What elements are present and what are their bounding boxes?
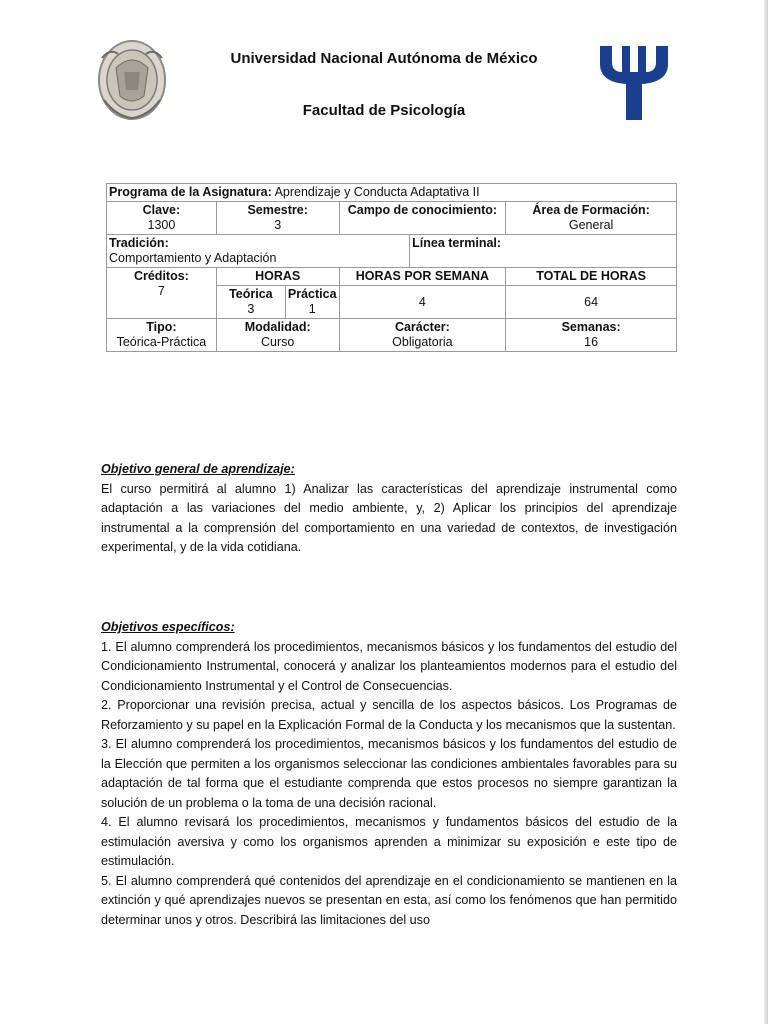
objetivo-general-heading: Objetivo general de aprendizaje:	[101, 462, 295, 476]
objetivo-general-section	[101, 460, 677, 558]
semanas-label: Semanas:	[561, 320, 621, 334]
tipo-label: Tipo:	[146, 320, 177, 334]
objetivo-item-2: 2. Proporcionar una revisión precisa, actual y sencilla de los aspectos básicos. Los Programas de Reforzamiento y su papel en la Explicación Formal de la Conducta y los mecanismos que la sustentan.	[101, 698, 677, 732]
campo-label: Campo de conocimiento:	[347, 203, 498, 217]
total-horas-value: 64	[506, 286, 677, 319]
practica-value: 1	[308, 302, 316, 316]
horas-semana-value: 4	[339, 286, 506, 319]
creditos-value: 7	[157, 284, 165, 298]
tradicion-value: Comportamiento y Adaptación	[109, 251, 277, 265]
objetivo-item-1: 1. El alumno comprenderá los procedimientos, mecanismos básicos y los fundamentos del estudio del Condicionamiento Instrumental, conocerá y analizar los planteamientos modernos para el estudio del Condicionamiento Instrumental y el Control de Consecuencias.	[101, 639, 677, 693]
program-table	[106, 183, 677, 352]
modalidad-value: Curso	[261, 335, 295, 349]
objetivos-especificos-section	[101, 618, 677, 930]
linea-label: Línea terminal:	[412, 236, 502, 250]
faculty-name: Facultad de Psicología	[302, 102, 466, 119]
modalidad-label: Modalidad:	[244, 320, 311, 334]
clave-label: Clave:	[142, 203, 181, 217]
objetivo-item-5: 5. El alumno comprenderá qué contenidos del aprendizaje en el condicionamiento se mantienen en la extinción y qué aprendizajes nuevos se presentan en esta, así como los fenómenos que han permitido determinar unos y otros. Describirá las limitaciones del uso	[101, 873, 677, 927]
area-value: General	[568, 218, 614, 232]
teorica-value: 3	[247, 302, 255, 316]
tradicion-label: Tradición:	[109, 236, 169, 250]
objetivo-item-4: 4. El alumno revisará los procedimientos, mecanismos y fundamentos básicos del estudio de la estimulación aversiva y como los organismos aprenden a minimizar su exposición e este tipo de estimulación.	[101, 815, 677, 868]
tipo-value: Teórica-Práctica	[116, 335, 207, 349]
semanas-value: 16	[584, 335, 599, 349]
practica-label: Práctica	[287, 287, 337, 301]
total-horas-label: TOTAL DE HORAS	[506, 268, 677, 286]
horas-label: HORAS	[216, 268, 339, 286]
creditos-label: Créditos:	[133, 269, 189, 283]
horas-semana-label: HORAS POR SEMANA	[339, 268, 506, 286]
teorica-label: Teórica	[229, 287, 273, 301]
objetivo-general-text: El curso permitirá al alumno 1) Analizar las características del aprendizaje instrumental como adaptación a las variaciones del medio ambiente, y, 2) Aplicar los principios del aprendizaje instrumental a la comprensión del comportamiento en una variedad de contextos, de investigación experimental, y de la vida cotidiana.	[101, 481, 677, 554]
semestre-value: 3	[274, 218, 282, 232]
semestre-label: Semestre:	[247, 203, 308, 217]
university-name: Universidad Nacional Autónoma de México	[230, 50, 538, 67]
caracter-value: Obligatoria	[392, 335, 453, 349]
psychology-psi-icon	[598, 42, 670, 122]
program-value: Aprendizaje y Conducta Adaptativa II	[274, 185, 480, 199]
area-label: Área de Formación:	[532, 203, 650, 217]
clave-value: 1300	[147, 218, 176, 232]
program-label: Programa de la Asignatura:	[109, 185, 272, 199]
caracter-label: Carácter:	[394, 320, 450, 334]
page-edge	[764, 0, 768, 1024]
objetivo-item-3: 3. El alumno comprenderá los procedimientos, mecanismos básicos y los fundamentos del estudio de la Elección que permiten a los organismos seleccionar las condiciones ambientales favorables para su adaptación de tal forma que el estudiante comprenda que estos procesos no siempre garantizan la solución de un problema o la toma de una decisión racional.	[101, 737, 677, 810]
objetivos-especificos-heading: Objetivos específicos:	[101, 620, 235, 634]
